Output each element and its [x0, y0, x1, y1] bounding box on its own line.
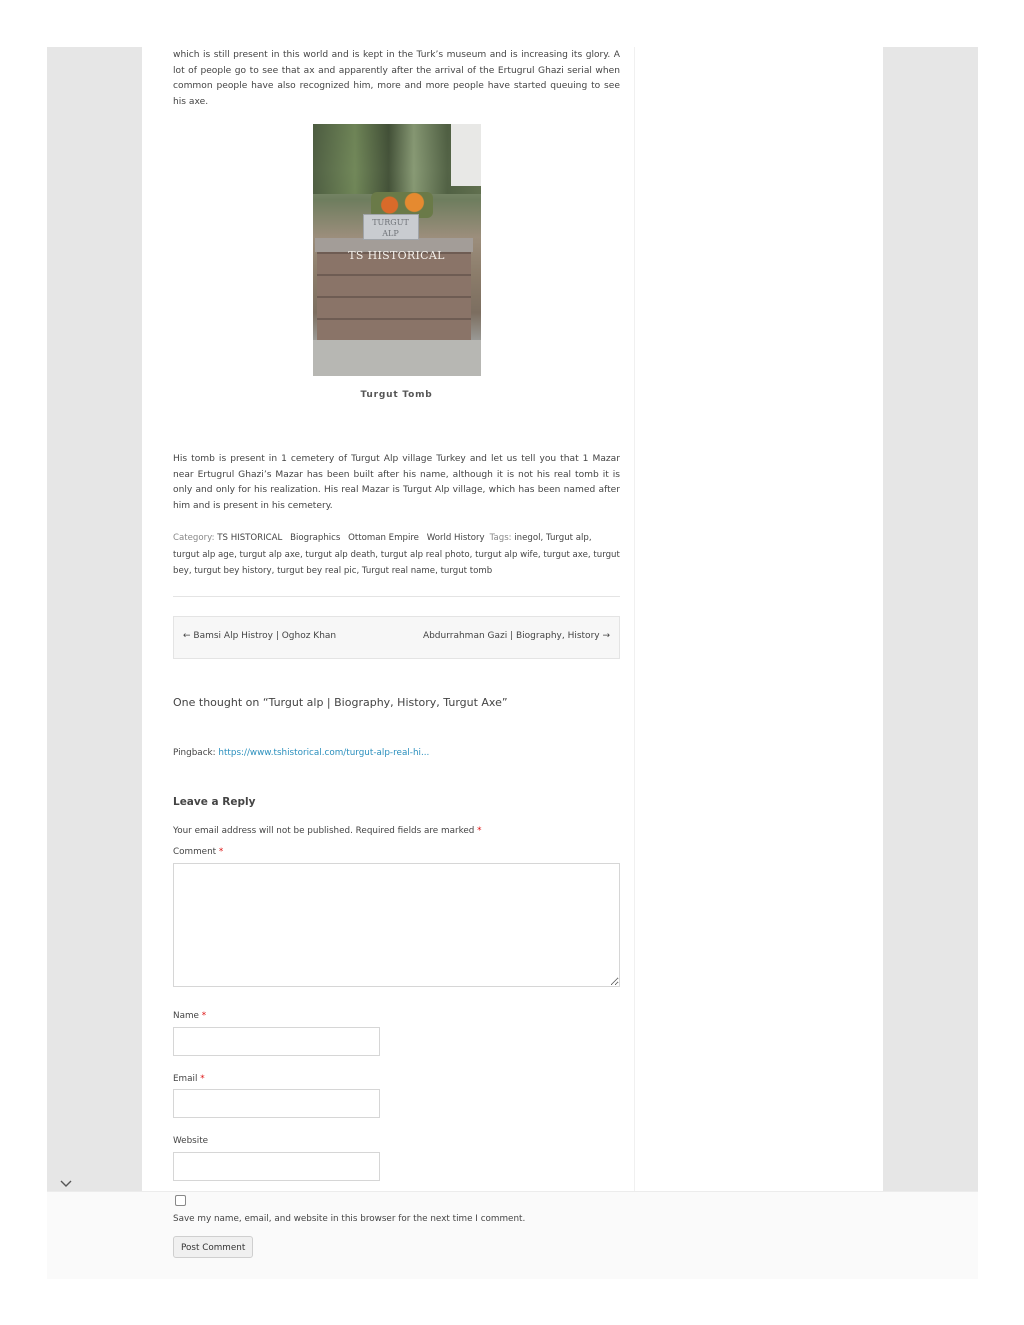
comment-textarea[interactable]	[173, 863, 620, 987]
tag-link[interactable]: Turgut real name	[361, 566, 436, 577]
tag-link[interactable]: turgut tomb	[440, 566, 493, 577]
email-label	[173, 1072, 620, 1088]
pingback-link[interactable]: https://www.tshistorical.com/turgut-alp-real-hi...	[218, 748, 430, 759]
cookie-consent	[173, 1195, 620, 1228]
chevron-down-icon[interactable]	[59, 1178, 73, 1190]
tag-link[interactable]: Turgut alp	[546, 533, 589, 544]
email-label-text: Email	[173, 1073, 198, 1084]
tag-link[interactable]: turgut alp axe	[239, 549, 300, 560]
category-link[interactable]: TS HISTORICAL	[217, 533, 283, 544]
tag-link[interactable]: turgut bey	[173, 549, 620, 577]
next-post-link[interactable]: Abdurrahman Gazi | Biography, History →	[422, 631, 610, 642]
divider	[173, 596, 620, 597]
category-link[interactable]: Ottoman Empire	[348, 533, 419, 544]
tomb-photo[interactable]	[313, 124, 481, 376]
website-label	[173, 1134, 620, 1150]
post-comment-button[interactable]: Post Comment	[173, 1236, 253, 1258]
article-figure	[173, 124, 620, 404]
tag-link[interactable]: turgut bey history	[194, 566, 272, 577]
comment-notes-text: Your email address will not be published. Required fields are marked	[173, 826, 475, 837]
comments-title: One thought on “Turgut alp | Biography, History, Turgut Axe”	[173, 695, 508, 709]
required-mark: *	[477, 826, 482, 837]
article-body	[173, 47, 620, 1258]
comment-notes	[173, 824, 620, 840]
comment-label	[173, 845, 620, 861]
email-input[interactable]	[173, 1089, 380, 1118]
cookie-consent-checkbox[interactable]	[175, 1195, 186, 1206]
category-label: Category:	[173, 533, 215, 544]
required-mark: *	[218, 846, 224, 857]
comment-label-text: Comment	[173, 846, 217, 857]
reply-title: Leave a Reply	[173, 795, 256, 808]
tag-link[interactable]: turgut alp wife	[475, 549, 538, 560]
category-link[interactable]: Biographics	[290, 533, 341, 544]
tags-label: Tags:	[489, 533, 512, 544]
article-paragraph: which is still present in this world and is kept in the Turk’s museum and is increasing its glory. A lot of people go to see that ax and apparently after the arrival of the Ertugrul Ghazi serial when common people have also recognized him, more and more people have started queuing to see his axe.	[173, 50, 620, 107]
pingback-item	[173, 746, 620, 762]
plaque-line: TURGUT	[372, 218, 409, 228]
required-mark: *	[201, 1011, 207, 1022]
tag-link[interactable]: turgut bey real pic	[277, 566, 357, 577]
tomb-plaque	[363, 214, 419, 240]
tag-link[interactable]: turgut axe	[543, 549, 588, 560]
image-caption: Turgut Tomb	[360, 390, 433, 401]
name-label	[173, 1009, 620, 1025]
cookie-consent-label: Save my name, email, and website in this browser for the next time I comment.	[173, 1213, 526, 1224]
tag-link[interactable]: inegol	[514, 533, 541, 544]
plaque-line: ALP	[382, 229, 399, 239]
post-navigation	[173, 616, 620, 659]
category-link[interactable]: World History	[426, 533, 485, 544]
name-label-text: Name	[173, 1011, 199, 1022]
pingback-label: Pingback:	[173, 748, 216, 759]
sidebar-column	[634, 47, 883, 1192]
article-paragraph: His tomb is present in 1 cemetery of Turgut Alp village Turkey and let us tell you that 1 Mazar near Ertugrul Ghazi’s Mazar has been built after his name, although it is not his real tomb it is only and only for his realization. His real Mazar is Turgut Alp village, which has been named after him and is present in his cemetery.	[173, 453, 620, 511]
website-input[interactable]	[173, 1152, 380, 1181]
tag-link[interactable]: turgut alp age	[173, 549, 235, 560]
previous-post-link[interactable]: ← Bamsi Alp Histroy | Oghoz Khan	[183, 631, 337, 642]
tag-link[interactable]: turgut alp death	[305, 549, 376, 560]
image-watermark: TS HISTORICAL	[348, 249, 445, 263]
required-mark: *	[200, 1073, 205, 1084]
website-label-text: Website	[173, 1136, 209, 1147]
tag-link[interactable]: turgut alp real photo	[380, 549, 470, 560]
name-input[interactable]	[173, 1027, 380, 1056]
post-meta: Category: TS HISTORICAL Biographics Ottoman Empire World History Tags: inegol, Turgut alp, turgut alp age, turgut alp axe, turgut alp death, turgut alp real photo, turgut alp wife, turgut axe, turgut bey, turgut bey history, turgut bey real pic, Turgut real name, turgut tomb	[173, 533, 620, 577]
